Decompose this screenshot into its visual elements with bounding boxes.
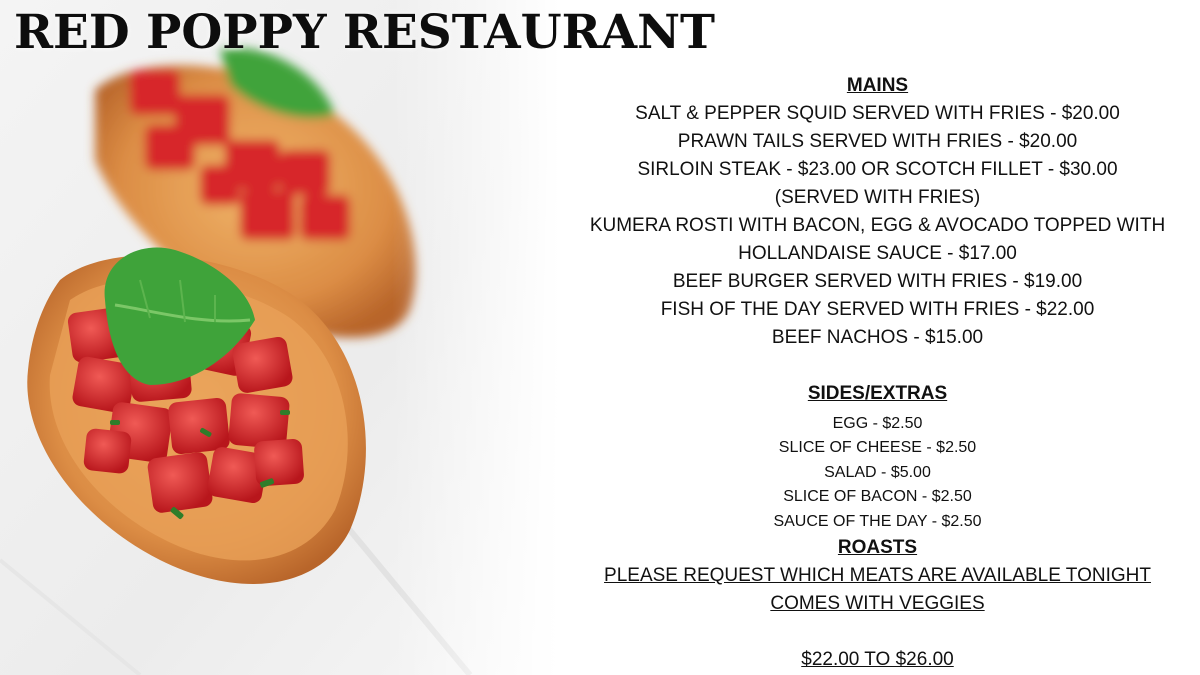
side-item: EGG - $2.50 (832, 415, 923, 432)
side-item: SALAD - $5.00 (824, 463, 931, 481)
sides-section (565, 380, 1190, 534)
side-item: SLICE OF CHEESE - $2.50 (778, 439, 977, 457)
roasts-heading: ROASTS (837, 537, 918, 559)
menu-item: SALT & PEPPER SQUID SERVED WITH FRIES - $20.00 (635, 103, 1120, 124)
menu-panel (565, 72, 1190, 674)
mains-heading: MAINS (846, 75, 909, 96)
mains-section (565, 72, 1190, 352)
side-item: SAUCE OF THE DAY - $2.50 (773, 512, 982, 530)
menu-item: BEEF BURGER SERVED WITH FRIES - $19.00 (672, 271, 1083, 292)
roasts-note: PLEASE REQUEST WHICH MEATS ARE AVAILABLE TONIGHT (604, 565, 1151, 587)
menu-item: HOLLANDAISE SAUCE - $17.00 (738, 243, 1017, 264)
menu-item: BEEF NACHOS - $15.00 (771, 327, 984, 348)
roasts-section (565, 534, 1190, 674)
menu-item: SIRLOIN STEAK - $23.00 OR SCOTCH FILLET - $30.00 (637, 159, 1118, 180)
roasts-veggies-note: COMES WITH VEGGIES (770, 593, 985, 615)
menu-item: FISH OF THE DAY SERVED WITH FRIES - $22.00 (660, 299, 1095, 320)
roasts-price-range: $22.00 TO $26.00 (801, 649, 954, 671)
sides-heading: SIDES/EXTRAS (807, 383, 948, 404)
menu-item: PRAWN TAILS SERVED WITH FRIES - $20.00 (677, 131, 1078, 152)
bruschetta-image (0, 0, 560, 675)
restaurant-title: RED POPPY RESTAURANT (14, 5, 716, 60)
side-item: SLICE OF BACON - $2.50 (783, 488, 972, 506)
menu-item: (SERVED WITH FRIES) (774, 187, 981, 208)
menu-item: KUMERA ROSTI WITH BACON, EGG & AVOCADO TOPPED WITH (589, 215, 1166, 236)
